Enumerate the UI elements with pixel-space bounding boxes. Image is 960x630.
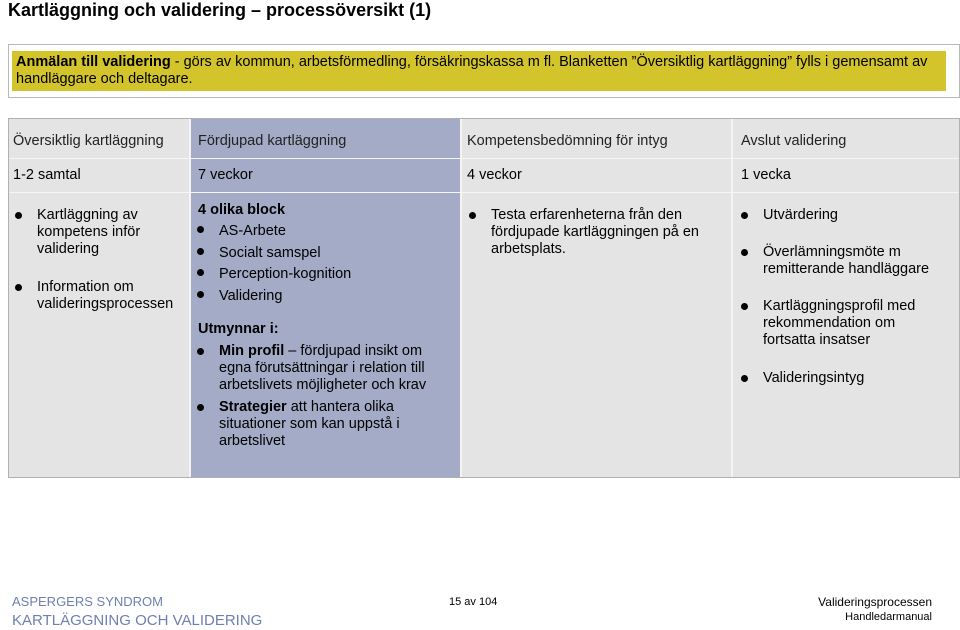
list-item: Perception-kognition (193, 264, 453, 286)
column-duration: 1 vecka (741, 167, 791, 183)
list-item: Testa erfarenheterna från den fördjupade kartläggningen på en arbetsplats. (465, 207, 705, 258)
footer-manual: Handledarmanual (845, 611, 932, 623)
footer-subtitle: KARTLÄGGNING OCH VALIDERING (12, 612, 263, 629)
column-list (737, 207, 947, 387)
outcome-label: Utmynnar i: (198, 321, 279, 337)
column-list (465, 207, 705, 258)
list-item: Valideringsintyg (737, 370, 947, 387)
row-divider (9, 158, 959, 159)
block-intro: 4 olika block (198, 202, 286, 218)
column-duration: 7 veckor (198, 167, 253, 183)
list-item: Socialt samspel (193, 243, 453, 265)
list-item: Kartläggningsprofil med rekommendation om fortsatta insatser (737, 298, 947, 349)
column-divider (460, 119, 462, 477)
column-divider (189, 119, 191, 477)
process-table (8, 118, 960, 478)
list-item: Information om valideringsprocessen (11, 279, 181, 313)
notice-banner (12, 51, 946, 91)
column-header: Avslut validering (741, 133, 847, 149)
footer-section: Valideringsprocessen (818, 595, 932, 609)
page-number: 15 av 104 (449, 596, 498, 608)
column-header: Kompetensbedömning för intyg (467, 133, 668, 149)
list-item: Överlämningsmöte m remitterande handläggare (737, 244, 947, 278)
list-item: Utvärdering (737, 207, 947, 224)
list-item (193, 399, 443, 450)
outcome-text: – fördjupad insikt om egna förutsättningar i relation till arbetslivets möjligheter och krav (219, 343, 427, 393)
page-title: Kartläggning och validering – processöversikt (1) (8, 0, 432, 20)
block-list (193, 221, 453, 307)
notice-frame (8, 44, 960, 98)
notice-bold: Anmälan till validering (16, 54, 171, 70)
column-list (11, 207, 181, 313)
outcome-text: att hantera olika situationer som kan uppstå i arbetslivet (219, 399, 400, 449)
list-item (193, 343, 443, 394)
row-divider (9, 192, 959, 193)
column-duration: 4 veckor (467, 167, 522, 183)
column-header: Fördjupad kartläggning (198, 133, 347, 149)
notice-text: - görs av kommun, arbetsförmedling, försäkringskassa m fl. Blanketten ”Översiktlig kartläggning” fylls i gemensamt av handläggare och deltagare. (16, 54, 928, 87)
list-item: Kartläggning av kompetens inför validering (11, 207, 181, 258)
list-item: AS-Arbete (193, 221, 453, 243)
column-duration: 1-2 samtal (13, 167, 81, 183)
column-divider (731, 119, 733, 477)
list-item: Validering (193, 286, 453, 308)
footer-series: ASPERGERS SYNDROM (12, 594, 163, 609)
column-header: Översiktlig kartläggning (13, 133, 164, 149)
outcome-bold: Min profil (219, 343, 285, 359)
outcome-bold: Strategier (219, 399, 287, 415)
outcome-list (193, 343, 443, 450)
